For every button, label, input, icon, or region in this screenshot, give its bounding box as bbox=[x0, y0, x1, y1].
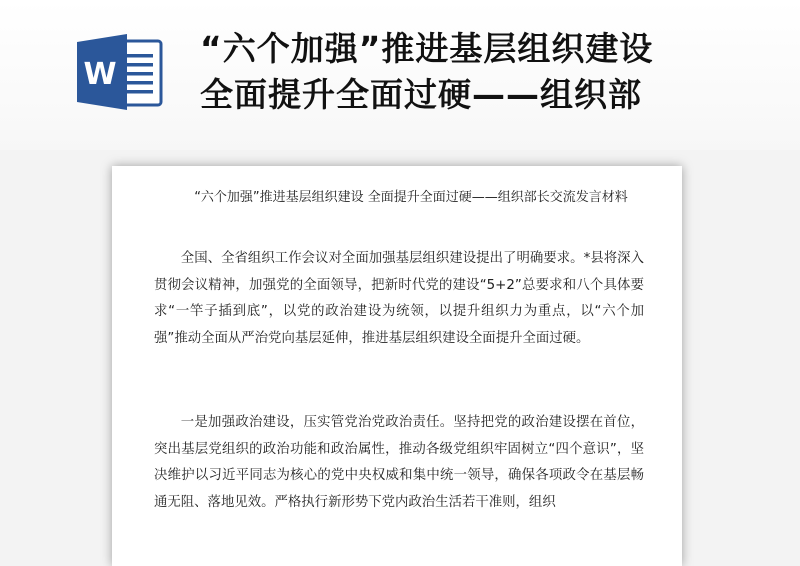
document-page bbox=[112, 166, 682, 566]
header-banner bbox=[0, 0, 800, 150]
banner-title-line1: “六个加强”推进基层组织建设 bbox=[200, 29, 654, 68]
banner-title-line2: 全面提升全面过硬——组织部 bbox=[200, 75, 642, 114]
document-paragraph-1: 全国、全省组织工作会议对全面加强基层组织建设提出了明确要求。*县将深入贯彻会议精神，加强党的全面领导，把新时代党的建设“5+2”总要求和八个具体要求“一竿子插到底”，以党的政治建设为统领，以提升组织力为重点，以“六个加强”推动全面从严治党向基层延伸，推进基层组织建设全面提升全面过硬。 bbox=[154, 251, 644, 346]
word-icon bbox=[75, 32, 165, 112]
document-title: “六个加强”推进基层组织建设 全面提升全面过硬——组织部长交流发言材料 bbox=[194, 190, 628, 205]
banner-title bbox=[200, 26, 790, 118]
document-paragraph-2: 一是加强政治建设，压实管党治党政治责任。坚持把党的政治建设摆在首位，突出基层党组织的政治功能和政治属性，推动各级党组织牢固树立“四个意识”，坚决维护以习近平同志为核心的党中央权威和集中统一领导，确保各项政令在基层畅通无阻、落地见效。严格执行新形势下党内政治生活若干准则，组织 bbox=[154, 415, 644, 510]
word-icon-letter: W bbox=[83, 57, 117, 92]
